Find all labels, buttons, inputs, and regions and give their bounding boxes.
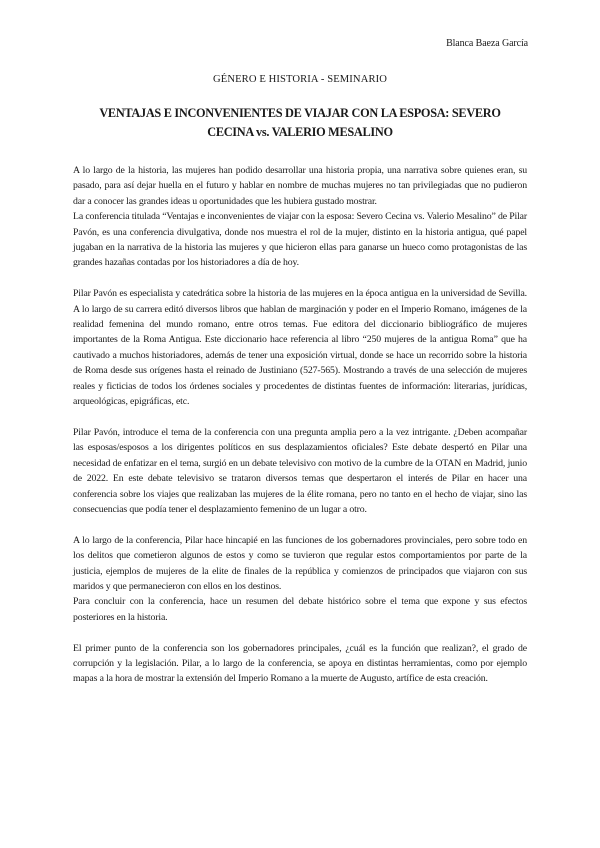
paragraph: Pilar Pavón es especialista y catedrática sobre la historia de las mujeres en la época antigua en la universidad de Sevilla. A lo largo de su carrera editó diversos libros que hablan de marginación y poder en el Imperio Romano, imágenes de la realidad femenina del mundo romano, entre otros temas. Fue editora del diccionario bibliográfico de mujeres importantes de la Roma Antigua. Este diccionario hace referencia al libro “250 mujeres de la antigua Roma” que ha cautivado a muchos historiadores, además de tener una exposición virtual, donde se hace un recorrido sobre la historia de Roma desde sus orígenes hasta el reinado de Justiniano (527-565). Mostrando a través de una selección de mujeres reales y ficticias de todos los órdenes sociales y procedentes de distintas fuentes de información: literarias, jurídicas, arqueológicas, epigráficas, etc. [73,288,527,408]
author-name: Blanca Baeza García [446,38,528,49]
paragraph: A lo largo de la historia, las mujeres han podido desarrollar una historia propia, una narrativa sobre quienes eran, su pasado, para así dejar huella en el futuro y hablar en nombre de muchas mujeres no tan privilegiadas que no pudieron dar a conocer las grandes ideas u oportunidades que les hubiera gustado mostrar. [73,165,527,207]
paragraph: La conferencia titulada “Ventajas e inconvenientes de viajar con la esposa: Severo Cecina vs. Valerio Mesalino” de Pilar Pavón, es una conferencia divulgativa, donde nos muestra el rol de la mujer, distinto en la historia antigua, qué papel jugaban en la narrativa de la historia las mujeres y que hicieron ellas para ganarse un hueco como protagonistas de las grandes hazañas contadas por los historiadores a día de hoy. [73,211,527,269]
paragraph: A lo largo de la conferencia, Pilar hace hincapié en las funciones de los gobernadores provinciales, pero sobre todo en los delitos que cometieron algunos de estos y como se tuvieron que regular estos comportamientos por parte de la justicia, ejemplos de mujeres de la elite de finales de la república y comienzos de principados que viajaron con sus maridos y que permanecieron con ellos en los destinos. [73,534,527,592]
paragraph: El primer punto de la conferencia son los gobernadores principales, ¿cuál es la función que realizan?, el grado de corrupción y la legislación. Pilar, a lo largo de la conferencia, se apoya en distintas herramientas, como por ejemplo mapas a la hora de mostrar la extensión del Imperio Romano a la muerte de Augusto, artífice de esta creación. [73,642,527,685]
document-body [73,163,527,687]
seminar-heading: GÉNERO E HISTORIA - SEMINARIO [213,74,387,85]
paragraph: Pilar Pavón, introduce el tema de la conferencia con una pregunta amplia pero a la vez intrigante. ¿Deben acompañar las esposas/esposos a los dirigentes políticos en sus desplazamientos oficiales? Este debate despertó en Pilar una necesidad de enfatizar en el tema, surgió en un debate televisivo con motivo de la cumbre de la OTAN en Madrid, junio de 2022. En este debate televisivo se trataron diversos temas que despertaron el interés de Pilar en hacer una conferencia sobre los viajes que realizaban las mujeres de la élite romana, pero no tanto en el hecho de viajar, sino las consecuencias que podía tener el desplazamiento femenino de un lugar a otro. [73,426,527,515]
document-title: VENTAJAS E INCONVENIENTES DE VIAJAR CON LA ESPOSA: SEVERO CECINA vs. VALERIO MESALINO [99,106,501,139]
paragraph: Para concluir con la conferencia, hace un resumen del debate histórico sobre el tema que expone y sus efectos posteriores en la historia. [73,596,527,623]
